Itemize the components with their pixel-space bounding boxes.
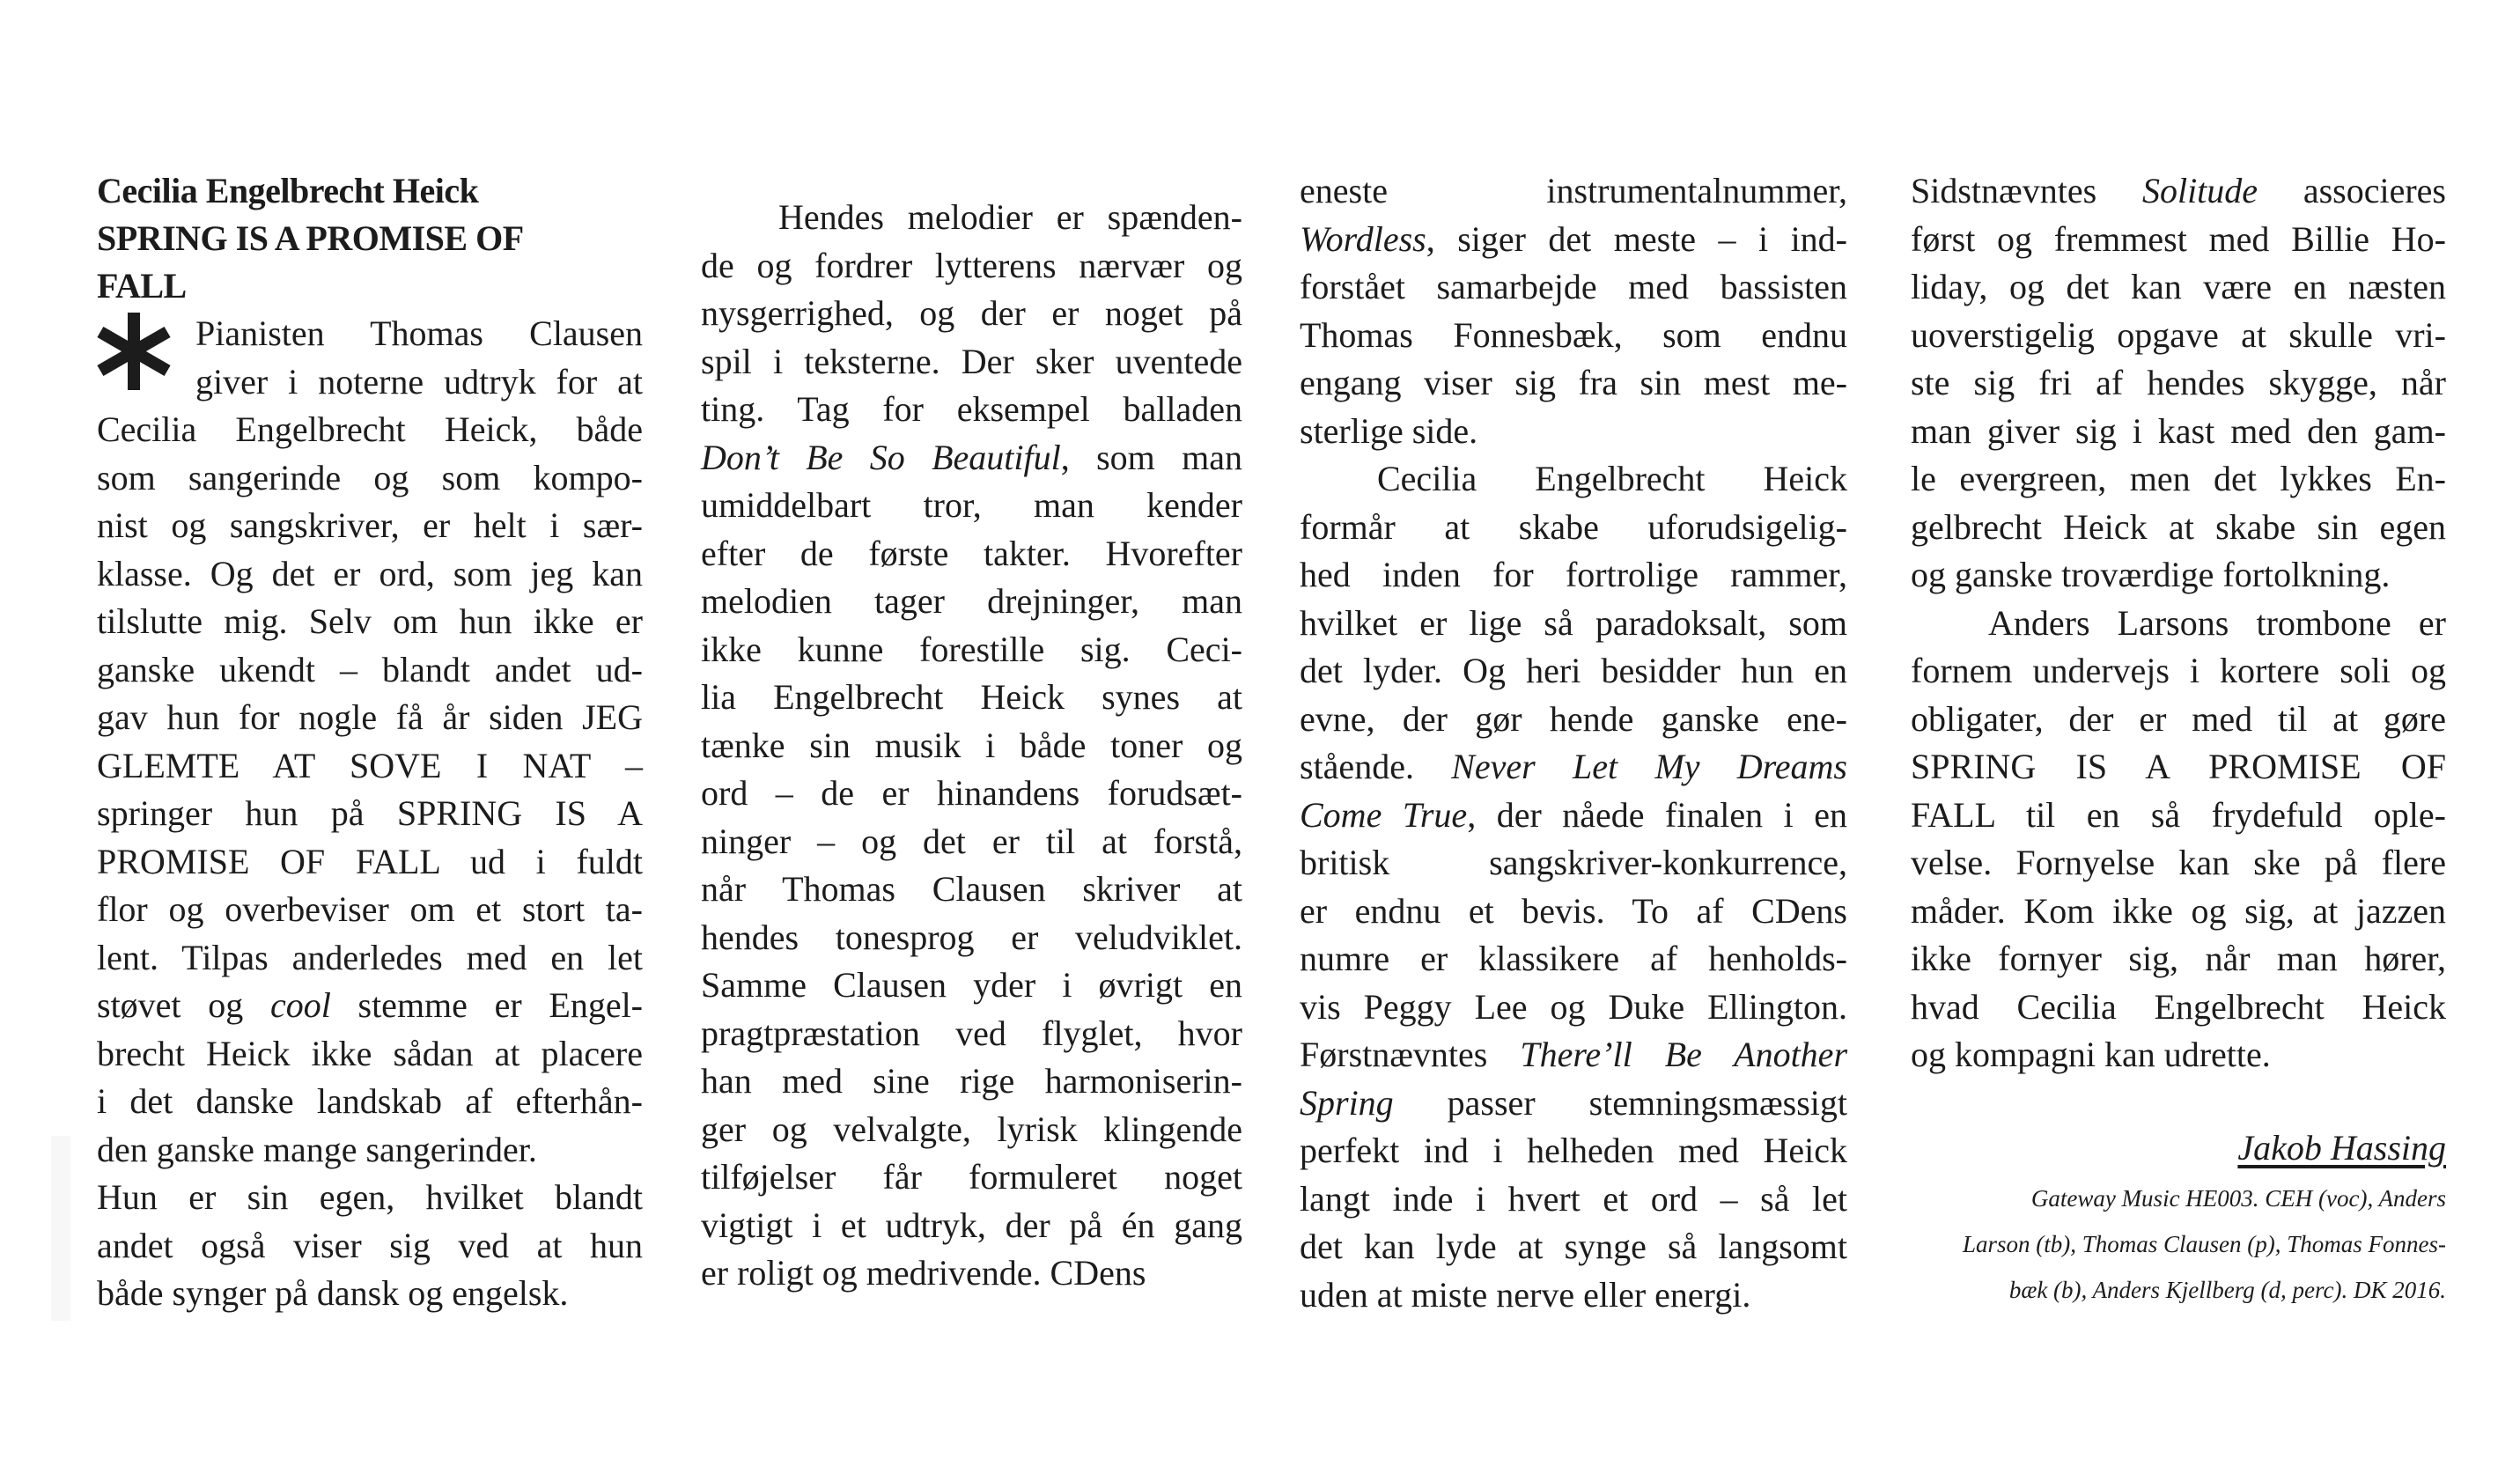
text-line: hendes tonesprog er veludviklet.: [701, 917, 1242, 957]
text-line: SPRING IS A PROMISE OF: [1911, 747, 2446, 786]
text-line: FALL til en så frydefuld ople-: [1911, 794, 2446, 835]
text-line: giver i noterne udtryk for at: [195, 361, 643, 402]
text-line: vigtigt i et udtryk, der på én gang: [701, 1205, 1242, 1245]
review-album-title-line-2: FALL: [97, 266, 187, 306]
text-line: i det danske landskab af efterhån-: [97, 1081, 643, 1121]
text-line: både synger på dansk og engelsk.: [97, 1273, 569, 1313]
text-line: hvilket er lige så paradoksalt, som: [1300, 602, 1847, 643]
text-line: de og fordrer lytterens nærvær og: [701, 245, 1242, 285]
italic-title: There’ll Be Another: [1520, 1035, 1848, 1074]
text-line: liday, og det kan være en næsten: [1911, 267, 2446, 306]
text-line: uoverstigelig opgave at skulle vri-: [1911, 314, 2446, 355]
text-line: spil i teksterne. Der sker uventede: [701, 341, 1242, 381]
text-line: Pianisten Thomas Clausen: [195, 313, 643, 353]
text-line: evne, der gør hende ganske ene-: [1300, 698, 1847, 739]
album-credits: [1893, 1175, 2446, 1313]
text-line: flor og overbeviser om et stort ta-: [97, 889, 643, 929]
text-line: melodien tager drejninger, man: [701, 581, 1242, 621]
review-author: Jakob Hassing: [2237, 1128, 2446, 1168]
text-line: vis Peggy Lee og Duke Ellington.: [1300, 986, 1847, 1027]
dropcap-lines: [97, 310, 643, 406]
text-line: britisk sangskriver-konkurrence,: [1300, 843, 1847, 882]
text-line: Thomas Fonnesbæk, som endnu: [1300, 314, 1847, 355]
text-line: pragtpræstation ved flyglet, hvor: [701, 1013, 1242, 1053]
text-line: umiddelbart tror, man kender: [701, 485, 1242, 525]
italic-title: Solitude: [2141, 171, 2258, 210]
text-line: det kan lyde at synge så langsomt: [1300, 1227, 1847, 1266]
italic-title: Spring: [1300, 1082, 1394, 1123]
text-line: han med sine rige harmoniserin-: [701, 1061, 1242, 1101]
text-line: brecht Heick ikke sådan at placere: [97, 1033, 643, 1073]
text-line: den ganske mange sangerinder.: [97, 1129, 537, 1169]
text-line: ninger – og det er til at forstå,: [701, 821, 1242, 861]
text-line: Sidstnævntes Solitude associeres: [1911, 171, 2446, 210]
text-line: tilslutte mig. Selv om hun ikke er: [97, 601, 643, 641]
text-line: tilføjelser får formuleret noget: [701, 1157, 1242, 1197]
credits-line: bæk (b), Anders Kjellberg (d, perc). DK 2016.: [2008, 1277, 2446, 1303]
text-line: tænke sin musik i både toner og: [701, 725, 1242, 765]
scan-edge-shading: [51, 1136, 70, 1321]
text-line: sterlige side.: [1300, 410, 1478, 451]
italic-title: Don’t Be So Beautiful: [701, 437, 1061, 477]
italic-title: Come True: [1300, 794, 1468, 835]
review-column-2: [701, 194, 1242, 1298]
text-line: GLEMTE AT SOVE I NAT –: [97, 745, 643, 785]
text-line: andet også viser sig ved at hun: [97, 1225, 643, 1265]
text-line: ste sig fri af hendes skygge, når: [1911, 363, 2446, 402]
text-line: og ganske troværdige fortolkning.: [1911, 555, 2391, 594]
text-line: Wordless, siger det meste – i ind-: [1300, 218, 1847, 259]
text-line: støvet og cool stemme er Engel-: [97, 985, 644, 1025]
text-line: man giver sig i kast med den gam-: [1911, 410, 2446, 451]
credits-line: Larson (tb), Thomas Clausen (p), Thomas Fonnes-: [1962, 1231, 2446, 1257]
text-line: lent. Tilpas anderledes med en let: [97, 937, 643, 977]
text-line: efter de første takter. Hvorefter: [701, 533, 1242, 573]
text-line: klasse. Og det er ord, som jeg kan: [97, 553, 643, 593]
text-line: nist og sangskriver, er helt i sær-: [97, 505, 643, 545]
text-line: gelbrecht Heick at skabe sin egen: [1911, 506, 2446, 547]
text-line: hvad Cecilia Engelbrecht Heick: [1911, 986, 2446, 1027]
text-line: er endnu et bevis. To af CDens: [1300, 890, 1847, 931]
text-line: når Thomas Clausen skriver at: [701, 869, 1242, 909]
italic-title: Never Let My Dreams: [1451, 747, 1847, 786]
text-line: først og fremmest med Billie Ho-: [1911, 218, 2446, 259]
text-line: Spring passer stemningsmæssigt: [1300, 1082, 1847, 1123]
text-line: Hun er sin egen, hvilket blandt: [97, 1177, 643, 1217]
text-line: gav hun for nogle få år siden JEG: [97, 697, 643, 737]
text-line: nysgerrighed, og der er noget på: [701, 293, 1242, 333]
text-line: Hendes melodier er spænden-: [778, 197, 1242, 237]
text-line: Anders Larsons trombone er: [1988, 602, 2446, 643]
text-line: lia Engelbrecht Heick synes at: [701, 677, 1242, 717]
column-2-body: [701, 194, 1242, 1298]
text-line: engang viser sig fra sin mest me-: [1300, 363, 1847, 402]
text-line: Come True, der nåede finalen i en: [1300, 794, 1847, 835]
italic-title: cool: [269, 985, 331, 1025]
text-line: Cecilia Engelbrecht Heick, både: [97, 409, 643, 449]
italic-title: Wordless: [1300, 218, 1426, 259]
credits-line: Gateway Music HE003. CEH (voc), Anders: [2030, 1185, 2446, 1212]
text-line: obligater, der er med til at gøre: [1911, 698, 2446, 739]
text-line: le evergreen, men det lykkes En-: [1911, 459, 2446, 498]
text-line: Don’t Be So Beautiful, som man: [701, 437, 1243, 477]
column-1-body: [97, 406, 643, 1318]
asterisk-icon: [97, 312, 171, 391]
text-line: numre er klassikere af henholds-: [1300, 939, 1847, 978]
text-line: ting. Tag for eksempel balladen: [701, 389, 1242, 429]
text-line: velse. Fornyelse kan ske på flere: [1911, 843, 2446, 882]
text-line: som sangerinde og som kompo-: [97, 457, 643, 497]
text-line: Samme Clausen yder i øvrigt en: [701, 965, 1242, 1005]
text-line: springer hun på SPRING IS A: [97, 793, 643, 833]
text-line: ord – de er hinandens forudsæt-: [701, 773, 1242, 813]
review-column-1: [97, 167, 643, 1318]
text-line: måder. Kom ikke og sig, at jazzen: [1911, 890, 2446, 931]
text-line: og kompagni kan udrette.: [1911, 1035, 2271, 1074]
text-line: stående. Never Let My Dreams: [1300, 747, 1847, 786]
review-column-4: [1911, 167, 2446, 1079]
text-line: er roligt og medrivende. CDens: [701, 1253, 1146, 1293]
text-line: ger og velvalgte, lyrisk klingende: [701, 1109, 1242, 1149]
review-column-3: [1300, 167, 1847, 1319]
text-line: forstået samarbejde med bassisten: [1300, 267, 1847, 306]
column-3-body: [1300, 167, 1847, 1319]
text-line: langt inde i hvert et ord – så let: [1300, 1178, 1847, 1219]
review-artist: Cecilia Engelbrecht Heick: [97, 171, 479, 210]
text-line: ganske ukendt – blandt andet ud-: [97, 649, 643, 689]
text-line: formår at skabe uforudsigelig-: [1300, 506, 1847, 547]
text-line: PROMISE OF FALL ud i fuldt: [97, 841, 643, 881]
text-line: fornem undervejs i kortere soli og: [1911, 651, 2446, 690]
text-line: Førstnævntes There’ll Be Another: [1300, 1035, 1848, 1074]
dropcap-block: [97, 310, 643, 406]
text-line: eneste instrumentalnummer,: [1300, 171, 1847, 210]
text-line: ikke kunne forestille sig. Ceci-: [701, 629, 1242, 669]
text-line: uden at miste nerve eller energi.: [1300, 1274, 1751, 1315]
text-line: ikke fornyer sig, når man hører,: [1911, 939, 2446, 978]
text-line: det lyder. Og heri besidder hun en: [1300, 651, 1847, 690]
text-line: hed inden for fortrolige rammer,: [1300, 555, 1847, 594]
text-line: Cecilia Engelbrecht Heick: [1377, 459, 1847, 498]
column-4-body: [1911, 167, 2446, 1079]
review-album-title-line-1: SPRING IS A PROMISE OF: [97, 218, 524, 258]
text-line: perfekt ind i helheden med Heick: [1300, 1131, 1847, 1170]
